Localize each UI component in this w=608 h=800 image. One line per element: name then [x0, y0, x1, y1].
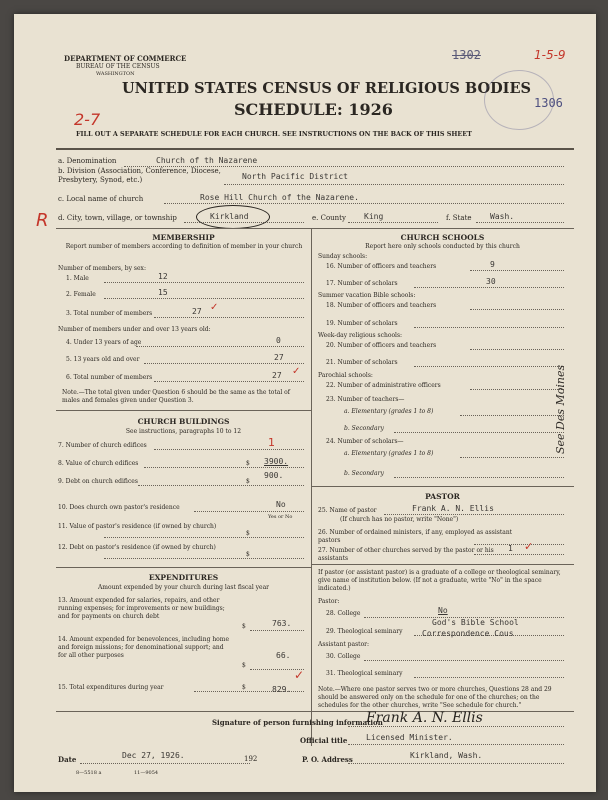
q23b-line [394, 432, 564, 433]
under-over-label: Number of members under and over 13 years old: [58, 326, 211, 333]
q4-line [136, 346, 304, 347]
pastor-label: Pastor: [318, 598, 340, 605]
q13-value: 763. [272, 619, 292, 628]
q6-check-mark: ✓ [292, 366, 301, 377]
q19-line [414, 327, 564, 328]
date-value: Dec 27, 1926. [122, 751, 185, 760]
county-line [348, 222, 438, 223]
header-rule [56, 148, 574, 150]
q5-label: 5. 13 years old and over [66, 356, 140, 363]
dept-label: DEPARTMENT OF COMMERCE [64, 54, 187, 63]
expenditures-rule [56, 567, 311, 568]
q5-value: 27 [274, 353, 284, 362]
q27-line [474, 554, 564, 555]
membership-note: Note.—The total given under Question 6 should be the same as the total of males and females given under Question 3. [62, 389, 291, 404]
q7-label: 7. Number of church edifices [58, 442, 147, 449]
q11-dollar: $ [246, 530, 250, 537]
q23b-label: b. Secondary [344, 425, 384, 432]
q7-line [154, 449, 304, 450]
po-address-value: Kirkland, Wash. [410, 751, 483, 760]
q31-line [414, 677, 564, 678]
date-line [80, 763, 250, 764]
state-value: Wash. [490, 212, 515, 221]
q24b-line [394, 477, 564, 478]
q17-label: 17. Number of scholars [326, 280, 398, 287]
expenditures-heading: EXPENDITURES [148, 573, 219, 582]
q1-label: 1. Male [66, 275, 89, 282]
q11-label: 11. Value of pastor's residence (if owned by church) [58, 523, 217, 530]
q3-line [154, 317, 304, 318]
date-year-suffix: 192 [244, 755, 258, 763]
q6-label: 6. Total number of members [66, 374, 153, 381]
q10-value: No [276, 500, 286, 509]
census-schedule-sheet [14, 14, 596, 792]
q11-line [104, 537, 304, 538]
date-stamp-circle [484, 70, 554, 130]
q25-label: 25. Name of pastor [318, 507, 377, 514]
q14-value: 66. [276, 651, 291, 660]
county-label: e. County [312, 214, 346, 222]
print-code: 8—5518 a [76, 770, 102, 776]
city-label: d. City, town, village, or township [58, 214, 177, 222]
membership-heading: MEMBERSHIP [152, 233, 215, 242]
q29-value: God's Bible School [432, 618, 519, 627]
q26-line [474, 544, 564, 545]
q24a-label: a. Elementary (grades 1 to 8) [344, 450, 434, 457]
date-label: Date [58, 755, 77, 764]
q21-line [414, 366, 564, 367]
q30-line [364, 660, 564, 661]
parochial-label: Parochial schools: [318, 372, 373, 379]
weekday-label: Week-day religious schools: [318, 332, 403, 339]
q15-check-mark: ✓ [294, 668, 305, 682]
q18-line [470, 309, 564, 310]
q8-line [144, 467, 304, 468]
q9-label: 9. Debt on church edifices [58, 478, 138, 485]
form-instruction: FILL OUT A SEPARATE SCHEDULE FOR EACH CHURCH. SEE INSTRUCTIONS ON THE BACK OF THIS SHEET [76, 130, 472, 138]
q8-dollar: $ [246, 460, 250, 467]
q9-dollar: $ [246, 478, 250, 485]
by-sex-label: Number of members, by sex: [58, 265, 146, 272]
q15-dollar: $ [242, 684, 246, 691]
print-code-2: 11—9054 [134, 770, 159, 776]
q6-line [154, 381, 304, 382]
signature-value: Frank A. N. Ellis [366, 710, 483, 726]
buildings-rule [56, 410, 311, 411]
division-label: b. Division (Association, Conference, Diocese, Presbytery, Synod, etc.) [58, 167, 221, 184]
q25-value: Frank A. N. Ellis [412, 504, 494, 513]
q9-value: 900. [264, 471, 284, 480]
denomination-value: Church of th Nazarene [156, 156, 258, 165]
q27-check-mark: ✓ [524, 540, 534, 553]
po-address-line [348, 763, 564, 764]
official-title-line [348, 744, 564, 745]
signature-label: Signature of person furnishing information [212, 718, 383, 727]
state-line [476, 222, 564, 223]
q19-label: 19. Number of scholars [326, 320, 398, 327]
handwritten-left-mark: 2-7 [74, 110, 101, 129]
grid-top-rule [56, 228, 574, 229]
q4-label: 4. Under 13 years of age [66, 339, 142, 346]
q21-label: 21. Number of scholars [326, 359, 398, 366]
q5-line [144, 363, 304, 364]
q25-line [384, 514, 564, 515]
q28-label: 28. College [326, 610, 361, 617]
pastor-heading: PASTOR [425, 492, 460, 501]
stamp-number-b: 1306 [534, 96, 563, 110]
q15-value: 829. [272, 685, 292, 694]
local-name-line [164, 203, 564, 204]
q22-label: 22. Number of administrative officers [326, 382, 441, 389]
q1-value: 12 [158, 272, 168, 281]
q16-line [470, 270, 564, 271]
q13-label: 13. Amount expended for salaries, repairs, and other running expenses; for improvements or new buildings; and for payments on church debt [58, 597, 225, 620]
q24a-line [460, 457, 564, 458]
q24b-label: b. Secondary [344, 470, 384, 477]
pastor-rule [311, 486, 574, 487]
buildings-heading: CHURCH BUILDINGS [137, 417, 230, 426]
city-label: WASHINGTON [96, 71, 135, 77]
q4-value: 0 [276, 336, 281, 345]
schools-sub: Report here only schools conducted by this church [365, 243, 520, 250]
division-value: North Pacific District [242, 172, 348, 181]
division-line [224, 184, 564, 185]
q1-line [104, 282, 304, 283]
handwritten-r-mark: R [36, 210, 49, 231]
q10-line [194, 511, 304, 512]
po-address-label: P. O. Address [302, 755, 353, 764]
local-name-value: Rose Hill Church of the Nazarene. [200, 193, 359, 202]
q8-label: 8. Value of church edifices [58, 460, 139, 467]
form-title: UNITED STATES CENSUS OF RELIGIOUS BODIES [122, 80, 531, 97]
bureau-label: BUREAU OF THE CENSUS [76, 63, 160, 70]
q23a-label: a. Elementary (grades 1 to 8) [344, 408, 434, 415]
corner-note: 1-5-9 [534, 48, 566, 62]
q9-line [138, 485, 304, 486]
buildings-sub: See instructions, paragraphs 10 to 12 [125, 428, 242, 435]
q14-dollar: $ [242, 662, 246, 669]
grid-center-rule [311, 228, 312, 746]
q2-line [104, 298, 304, 299]
q23a-line [460, 415, 564, 416]
q12-dollar: $ [246, 551, 250, 558]
city-value: Kirkland [210, 212, 249, 221]
q27-label: 27. Number of other churches served by the pastor or his assistants [318, 547, 494, 562]
q7-value: 1 [268, 436, 275, 449]
q16-label: 16. Number of officers and teachers [326, 263, 437, 270]
q17-line [414, 287, 564, 288]
q2-label: 2. Female [66, 291, 96, 298]
expenditures-sub: Amount expended by your church during last fiscal year [97, 584, 270, 591]
q29-value-cont: Correspondence Cous [422, 629, 514, 638]
sunday-label: Sunday schools: [318, 253, 368, 260]
q27-value: 1 [508, 544, 513, 553]
q14-label: 14. Amount expended for benevolences, including home and foreign missions; for denominational support; and for all other purposes [58, 636, 230, 659]
q17-value: 30 [486, 277, 496, 286]
q22-line [470, 389, 564, 390]
q18-label: 18. Number of officers and teachers [326, 302, 437, 309]
q28-value: No [438, 606, 448, 615]
form-subtitle: SCHEDULE: 1926 [234, 100, 393, 119]
q26-label: 26. Number of ordained ministers, if any, employed as assistant pastors [318, 529, 513, 544]
q23-label: 23. Number of teachers— [326, 396, 405, 403]
q13-dollar: $ [242, 623, 246, 630]
q8-value: 3900. [264, 457, 289, 466]
q31-label: 31. Theological seminary [326, 670, 403, 677]
schools-heading: CHURCH SCHOOLS [400, 233, 485, 242]
footer-rule [56, 711, 574, 712]
q12-line [104, 558, 304, 559]
q30-label: 30. College [326, 653, 361, 660]
q12-label: 12. Debt on pastor's residence (if owned by church) [58, 544, 216, 551]
q20-line [470, 349, 564, 350]
yes-no-hint: Yes or No [268, 514, 293, 520]
q3-label: 3. Total number of members [66, 310, 153, 317]
q16-value: 9 [490, 260, 495, 269]
stamp-number-a: 1302 [452, 48, 481, 62]
membership-sub: Report number of members according to definition of member in your church [65, 243, 303, 250]
q20-label: 20. Number of officers and teachers [326, 342, 437, 349]
graduate-note: If pastor (or assistant pastor) is a graduate of a college or theological seminary, give name of institution below. (If not a graduate, write "No" in the space indicated.) [318, 569, 561, 592]
q29-label: 29. Theological seminary [326, 628, 403, 635]
q6-value: 27 [272, 371, 282, 380]
q10-label: 10. Does church own pastor's residence [58, 504, 180, 511]
q24-label: 24. Number of scholars— [326, 438, 404, 445]
state-label: f. State [446, 214, 472, 222]
local-name-label: c. Local name of church [58, 195, 144, 203]
q13-line [250, 630, 304, 631]
county-value: King [364, 212, 384, 221]
q2-value: 15 [158, 288, 168, 297]
official-title-label: Official title [300, 736, 348, 745]
q3-check-mark: ✓ [210, 302, 219, 313]
margin-handwritten-note: See Des Moines [554, 364, 567, 454]
graduate-rule [311, 564, 574, 565]
summer-label: Summer vacation Bible schools: [318, 292, 416, 299]
denomination-label: a. Denomination [58, 157, 117, 165]
q15-label: 15. Total expenditures during year [58, 684, 164, 691]
pastor-note: Note.—Where one pastor serves two or more churches, Questions 28 and 29 should be answered only on the schedule for one of the churches; on the schedules for the other churches, write "See schedule for church." [318, 686, 552, 709]
assistant-label: Assistant pastor: [318, 641, 370, 648]
official-title-value: Licensed Minister. [366, 733, 453, 742]
q25-sub: (If church has no pastor, write "None") [340, 516, 459, 523]
q3-value: 27 [192, 307, 202, 316]
signature-line [348, 726, 564, 727]
